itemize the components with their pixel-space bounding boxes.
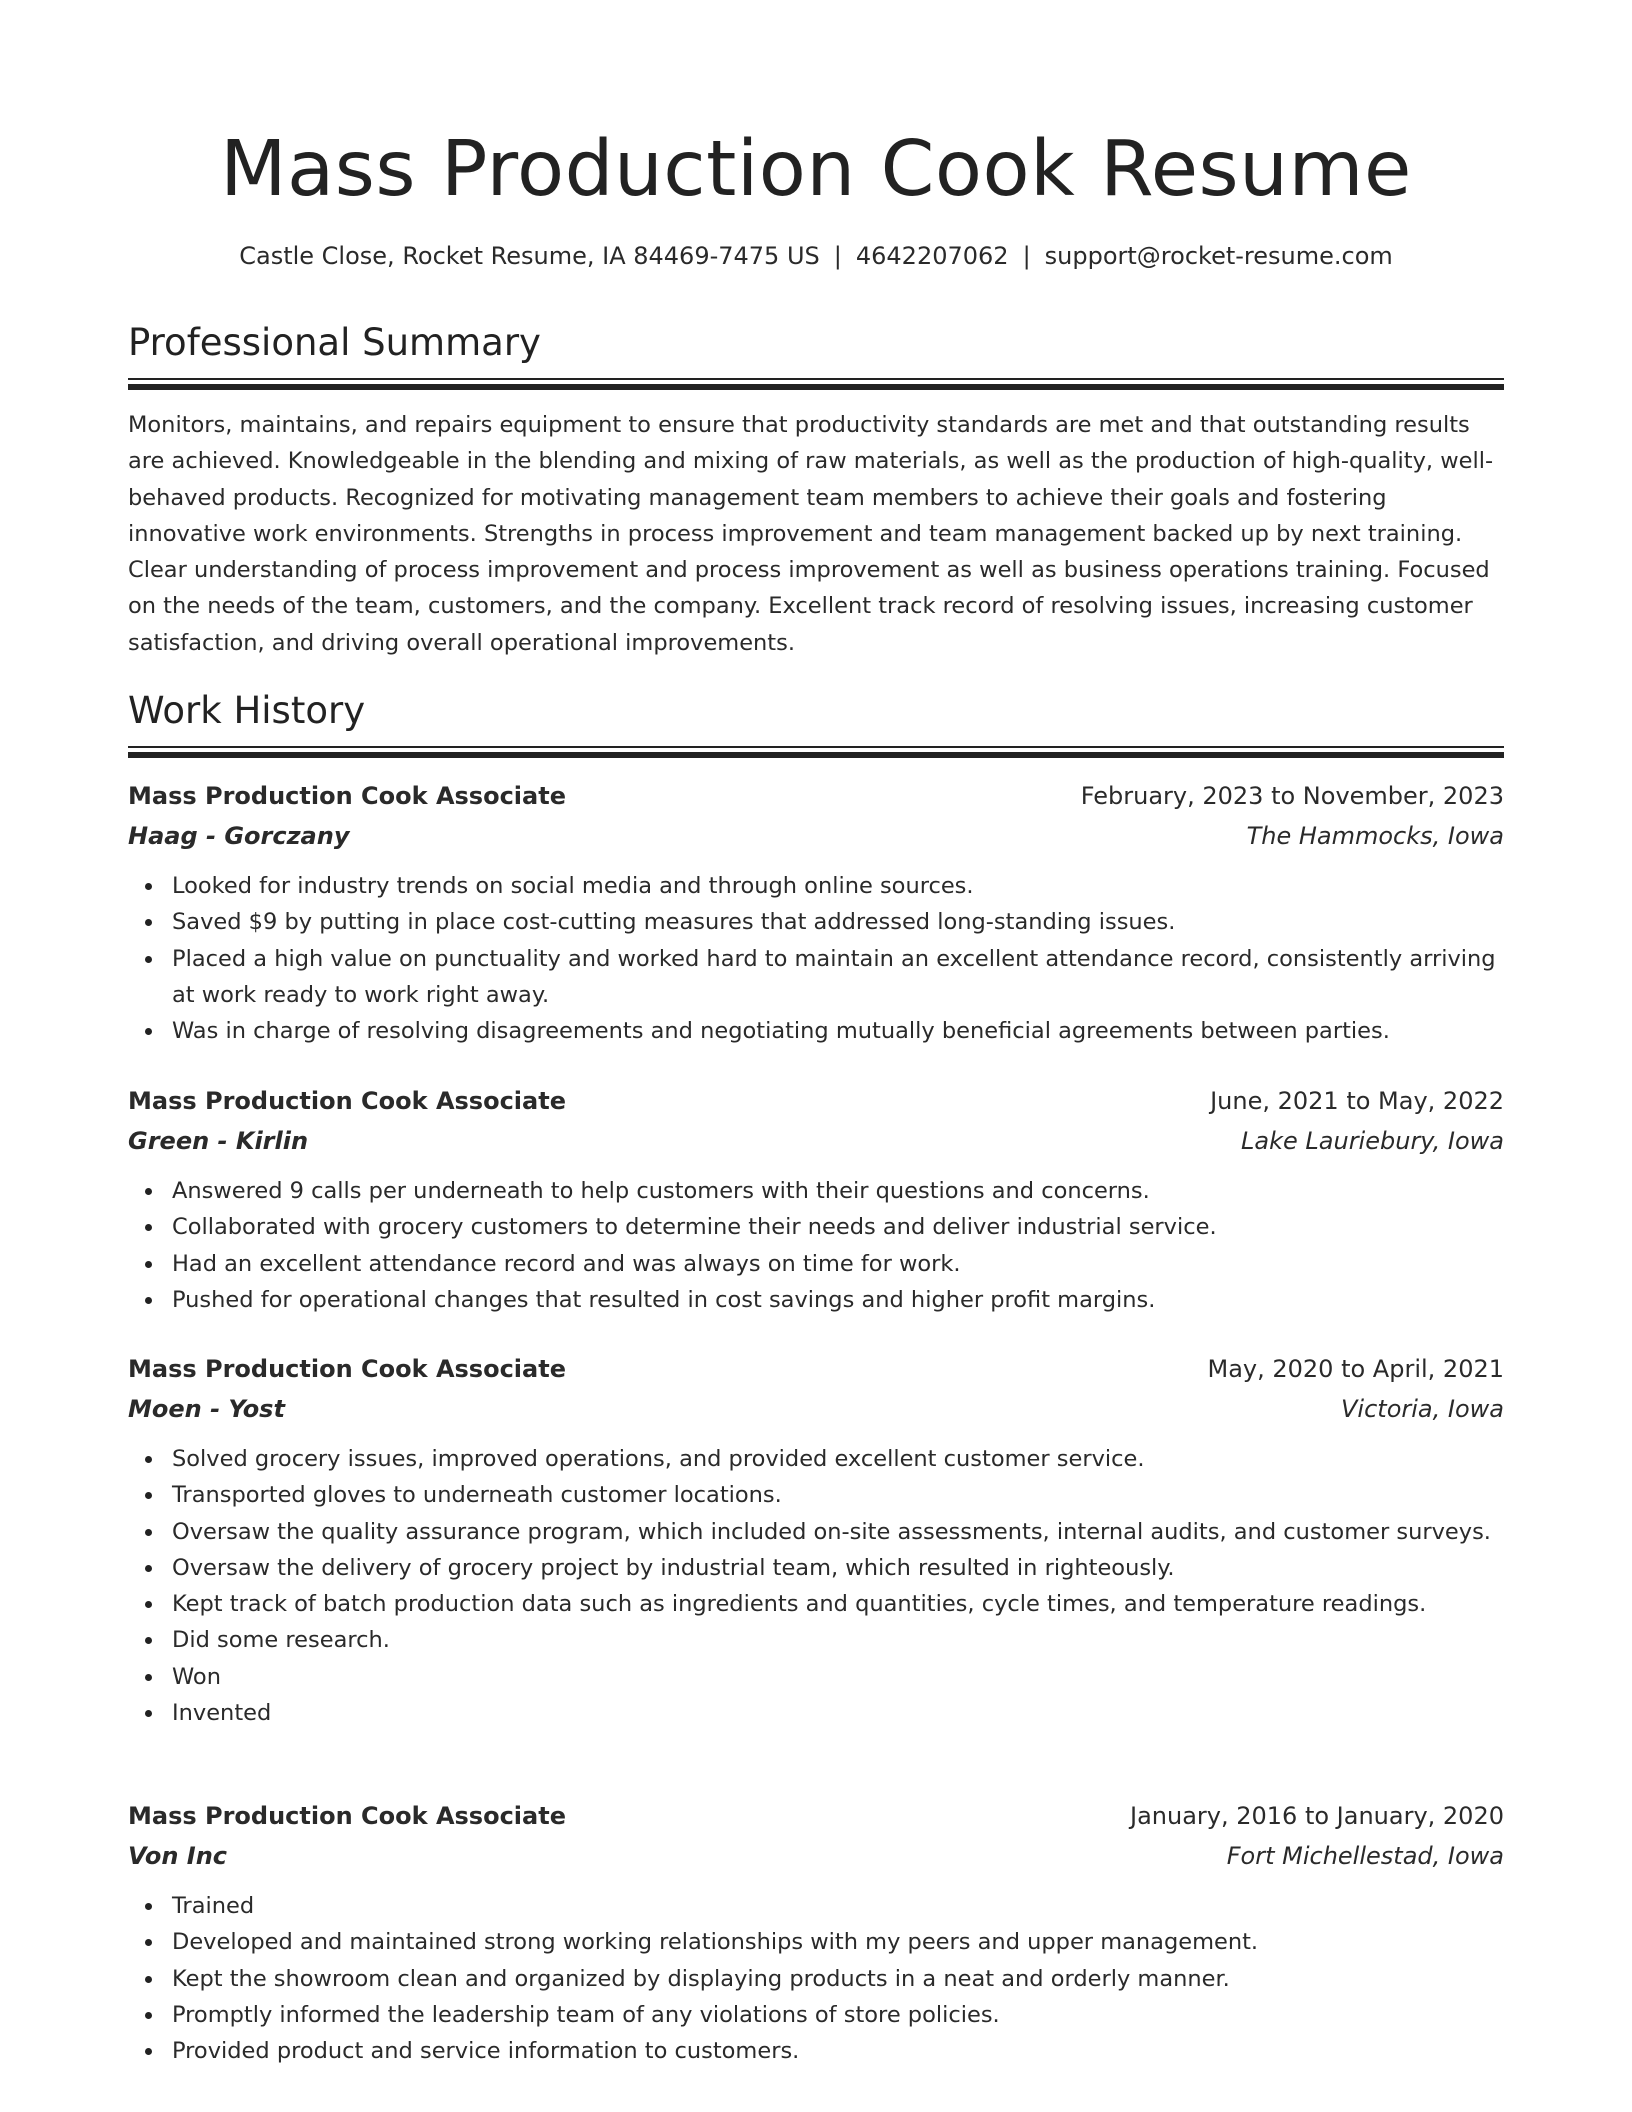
- job-subheader-row: [128, 1836, 1504, 1876]
- job-bullet: Solved grocery issues, improved operations, and provided excellent customer service.: [172, 1441, 1504, 1477]
- job-bullet: Developed and maintained strong working relationships with my peers and upper management.: [172, 1924, 1504, 1960]
- work-heading: Work History: [128, 689, 366, 732]
- job-bullet: Answered 9 calls per underneath to help customers with their questions and concerns.: [172, 1173, 1504, 1209]
- job-company: Von Inc: [128, 1842, 227, 1870]
- contact-email[interactable]: support@rocket-resume.com: [1044, 242, 1393, 270]
- job-bullet-list: [128, 1888, 1504, 2069]
- job-company: Green - Kirlin: [128, 1127, 309, 1155]
- job-bullet: Was in charge of resolving disagreements and negotiating mutually beneficial agreements between parties.: [172, 1013, 1504, 1049]
- summary-section-header: [128, 318, 1504, 390]
- job-bullet: Promptly informed the leadership team of any violations of store policies.: [172, 1997, 1504, 2033]
- contact-line: [128, 238, 1504, 274]
- job-bullet: Collaborated with grocery customers to determine their needs and deliver industrial service.: [172, 1209, 1504, 1245]
- job-dates: May, 2020 to April, 2021: [1207, 1355, 1504, 1383]
- job-title: Mass Production Cook Associate: [128, 1802, 566, 1830]
- job-location: Victoria, Iowa: [1341, 1395, 1504, 1423]
- job-bullet: Did some research.: [172, 1622, 1504, 1658]
- job-entry: [128, 776, 1504, 1049]
- job-entry: [128, 1796, 1504, 2069]
- job-header-row: [128, 776, 1504, 816]
- contact-separator: |: [833, 242, 842, 270]
- job-company: Moen - Yost: [128, 1395, 285, 1423]
- job-bullet: Saved $9 by putting in place cost-cutting measures that addressed long-standing issues.: [172, 904, 1504, 940]
- job-bullet: Placed a high value on punctuality and worked hard to maintain an excellent attendance record, consistently arriving at work ready to work right away.: [172, 941, 1504, 1014]
- contact-separator: |: [1022, 242, 1031, 270]
- job-bullet: Had an excellent attendance record and was always on time for work.: [172, 1246, 1504, 1282]
- job-subheader-row: [128, 816, 1504, 856]
- job-dates: January, 2016 to January, 2020: [1130, 1802, 1504, 1830]
- job-header-row: [128, 1081, 1504, 1121]
- job-title: Mass Production Cook Associate: [128, 782, 566, 810]
- contact-phone: 4642207062: [855, 242, 1009, 270]
- work-section-header: [128, 686, 1504, 758]
- job-bullet-list: [128, 1441, 1504, 1731]
- job-location: Fort Michellestad, Iowa: [1226, 1842, 1504, 1870]
- section-divider-thin: [128, 746, 1504, 748]
- section-divider-thick: [128, 384, 1504, 390]
- job-bullet: Trained: [172, 1888, 1504, 1924]
- section-divider-thin: [128, 378, 1504, 380]
- summary-heading: Professional Summary: [128, 321, 541, 364]
- job-subheader-row: [128, 1389, 1504, 1429]
- job-bullet: Looked for industry trends on social media and through online sources.: [172, 868, 1504, 904]
- job-title: Mass Production Cook Associate: [128, 1355, 566, 1383]
- job-bullet-list: [128, 1173, 1504, 1318]
- job-bullet: Kept track of batch production data such as ingredients and quantities, cycle times, and temperature readings.: [172, 1586, 1504, 1622]
- job-entry: [128, 1349, 1504, 1731]
- job-bullet: Pushed for operational changes that resulted in cost savings and higher profit margins.: [172, 1282, 1504, 1318]
- job-bullet: Invented: [172, 1695, 1504, 1731]
- job-bullet: Won: [172, 1659, 1504, 1695]
- summary-text: Monitors, maintains, and repairs equipment to ensure that productivity standards are met and that outstanding results are achieved. Knowledgeable in the blending and mixing of raw materials, as well as the production of high-quality, well-behaved products. Recognized for motivating management team members to achieve their goals and fostering innovative work environments. Strengths in process improvement and team management backed up by next training. Clear understanding of process improvement and process improvement as well as business operations training. Focused on the needs of the team, customers, and the company. Excellent track record of resolving issues, increasing customer satisfaction, and driving overall operational improvements.: [128, 412, 1494, 656]
- job-header-row: [128, 1796, 1504, 1836]
- contact-address: Castle Close, Rocket Resume, IA 84469-7475 US: [239, 242, 820, 270]
- job-bullet: Oversaw the quality assurance program, which included on-site assessments, internal audits, and customer surveys.: [172, 1514, 1504, 1550]
- job-header-row: [128, 1349, 1504, 1389]
- resume-title: Mass Production Cook Resume: [220, 125, 1412, 214]
- job-location: Lake Lauriebury, Iowa: [1241, 1127, 1504, 1155]
- job-dates: February, 2023 to November, 2023: [1080, 782, 1504, 810]
- job-bullet: Provided product and service information to customers.: [172, 2033, 1504, 2069]
- job-location: The Hammocks, Iowa: [1246, 822, 1504, 850]
- job-bullet: Kept the showroom clean and organized by displaying products in a neat and orderly manner.: [172, 1961, 1504, 1997]
- job-bullet: Oversaw the delivery of grocery project by industrial team, which resulted in righteously.: [172, 1550, 1504, 1586]
- section-divider-thick: [128, 752, 1504, 758]
- job-entry: [128, 1081, 1504, 1318]
- job-title: Mass Production Cook Associate: [128, 1087, 566, 1115]
- job-bullet: Transported gloves to underneath customer locations.: [172, 1477, 1504, 1513]
- job-bullet-list: [128, 868, 1504, 1049]
- job-dates: June, 2021 to May, 2022: [1210, 1087, 1504, 1115]
- job-company: Haag - Gorczany: [128, 822, 350, 850]
- job-subheader-row: [128, 1121, 1504, 1161]
